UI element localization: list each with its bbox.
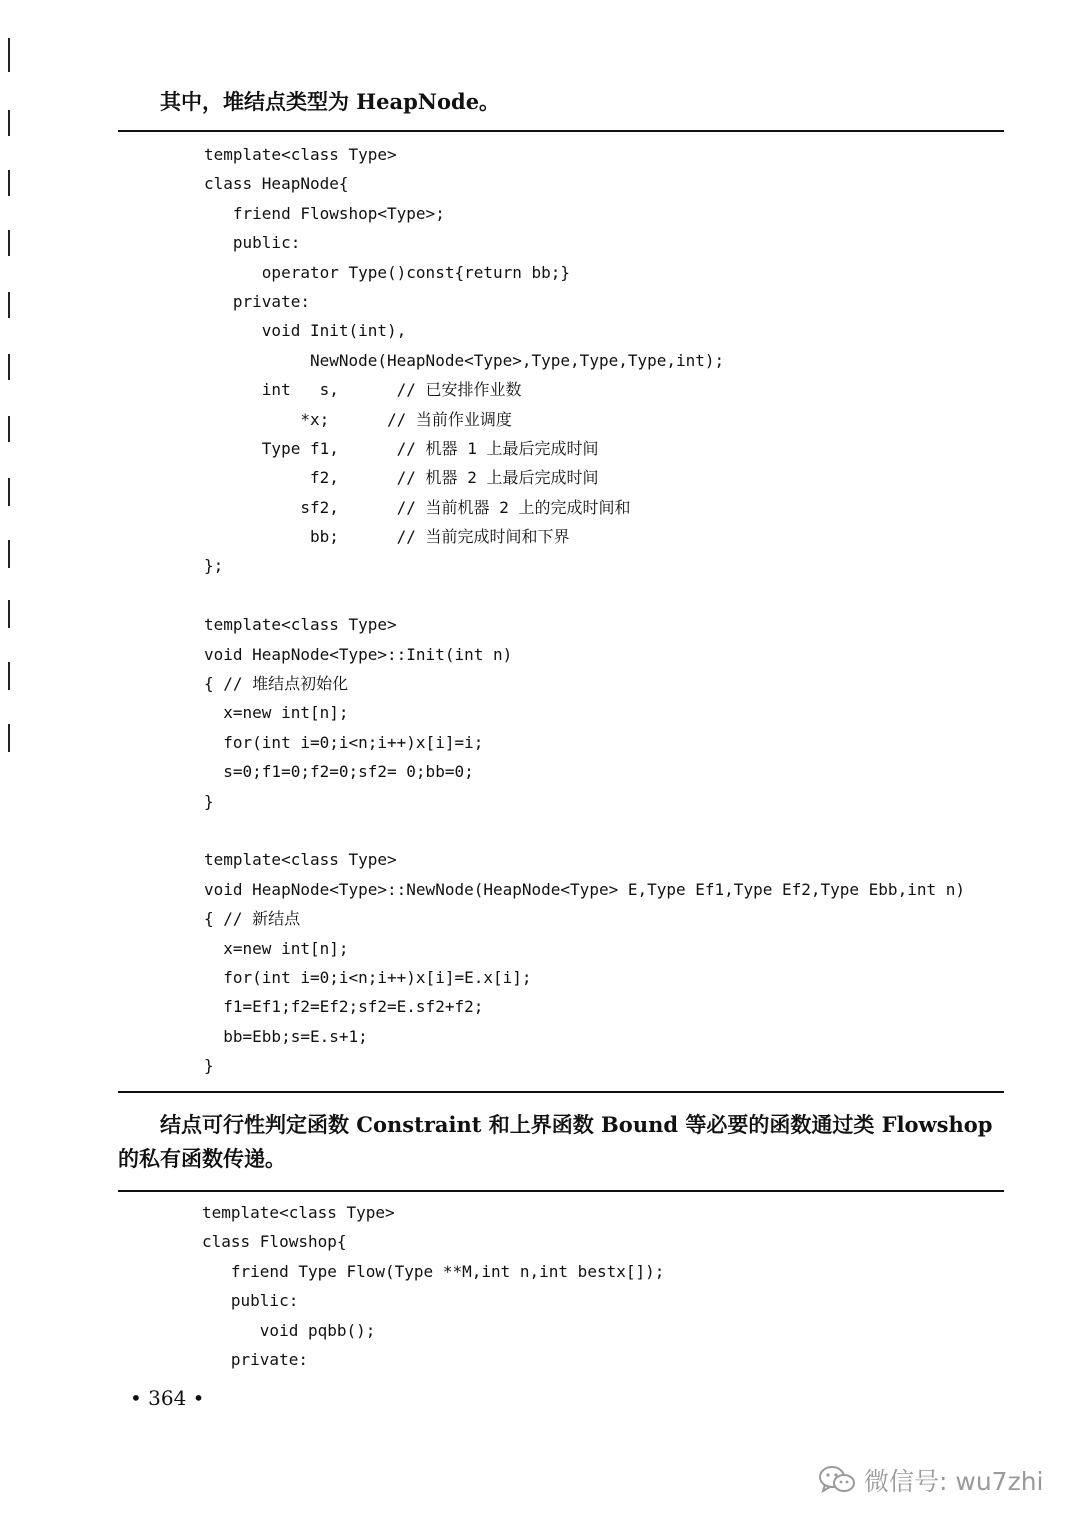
code-line: [204, 581, 965, 610]
binding-mark: [8, 110, 10, 136]
code-line: int s, // 已安排作业数: [204, 380, 522, 400]
code-line: bb; // 当前完成时间和下界: [204, 527, 570, 547]
code-line: }: [204, 1056, 214, 1076]
code-line: template<class Type>: [204, 145, 397, 164]
binding-mark: [8, 354, 10, 380]
code-line: private:: [202, 1349, 308, 1369]
code-line: s=0;f1=0;f2=0;sf2= 0;bb=0;: [204, 762, 474, 782]
code-line: Type f1, // 机器 1 上最后完成时间: [204, 438, 599, 458]
code-line: template<class Type>: [202, 1203, 395, 1222]
code-line: bb=Ebb;s=E.s+1;: [204, 1026, 368, 1046]
code-line: void HeapNode<Type>::Init(int n): [204, 644, 513, 664]
code-block-1: [204, 140, 965, 1081]
code-line: for(int i=0;i<n;i++)x[i]=i;: [204, 732, 484, 752]
code-line: template<class Type>: [204, 615, 397, 635]
code-block-2: [202, 1198, 664, 1374]
binding-mark: [8, 292, 10, 318]
code-line: { // 堆结点初始化: [204, 674, 349, 694]
binding-mark: [8, 230, 10, 256]
code-line: class Flowshop{: [202, 1232, 347, 1252]
binding-mark: [8, 416, 10, 442]
binding-mark: [8, 478, 10, 506]
wechat-icon: [818, 1464, 856, 1496]
code-line: void HeapNode<Type>::NewNode(HeapNode<Type> E,Type Ef1,Type Ef2,Type Ebb,int n): [204, 879, 965, 899]
code-line: }: [204, 791, 214, 811]
code-line: NewNode(HeapNode<Type>,Type,Type,Type,int);: [204, 350, 725, 370]
code-line: friend Type Flow(Type **M,int n,int bestx[]);: [202, 1261, 665, 1281]
paragraph-text: 结点可行性判定函数 Constraint 和上界函数 Bound 等必要的函数通过类 Flowshop 的私有函数传递。: [118, 1112, 993, 1171]
rule-top: [118, 130, 1004, 132]
code-line: public:: [204, 233, 301, 253]
binding-mark: [8, 600, 10, 628]
code-line: template<class Type>: [204, 850, 397, 870]
code-line: class HeapNode{: [204, 174, 349, 194]
code-line: };: [204, 556, 224, 576]
binding-mark: [8, 38, 10, 72]
rule-before-code-2: [118, 1190, 1004, 1192]
code-line: x=new int[n];: [204, 703, 349, 723]
code-line: void pqbb();: [202, 1320, 376, 1340]
code-line: x=new int[n];: [204, 938, 349, 958]
code-line: for(int i=0;i<n;i++)x[i]=E.x[i];: [204, 967, 532, 987]
watermark-text: 微信号: wu7zhi: [864, 1467, 1044, 1496]
code-line: sf2, // 当前机器 2 上的完成时间和: [204, 497, 631, 517]
code-line: [204, 816, 965, 845]
code-line: private:: [204, 291, 310, 311]
code-line: void Init(int),: [204, 321, 407, 341]
code-line: operator Type()const{return bb;}: [204, 262, 571, 282]
watermark: [818, 1462, 1043, 1498]
code-line: friend Flowshop<Type>;: [204, 203, 445, 223]
intro-text: 其中，堆结点类型为 HeapNode。: [160, 89, 501, 114]
code-line: f1=Ef1;f2=Ef2;sf2=E.sf2+f2;: [204, 997, 484, 1017]
code-line: { // 新结点: [204, 909, 301, 929]
binding-mark: [8, 540, 10, 568]
binding-mark: [8, 662, 10, 690]
code-line: *x; // 当前作业调度: [204, 409, 512, 429]
binding-mark: [8, 170, 10, 196]
rule-after-code-1: [118, 1091, 1004, 1093]
binding-mark: [8, 724, 10, 752]
page-number: • 364 •: [130, 1386, 205, 1410]
code-line: f2, // 机器 2 上最后完成时间: [204, 468, 599, 488]
code-line: public:: [202, 1291, 299, 1311]
